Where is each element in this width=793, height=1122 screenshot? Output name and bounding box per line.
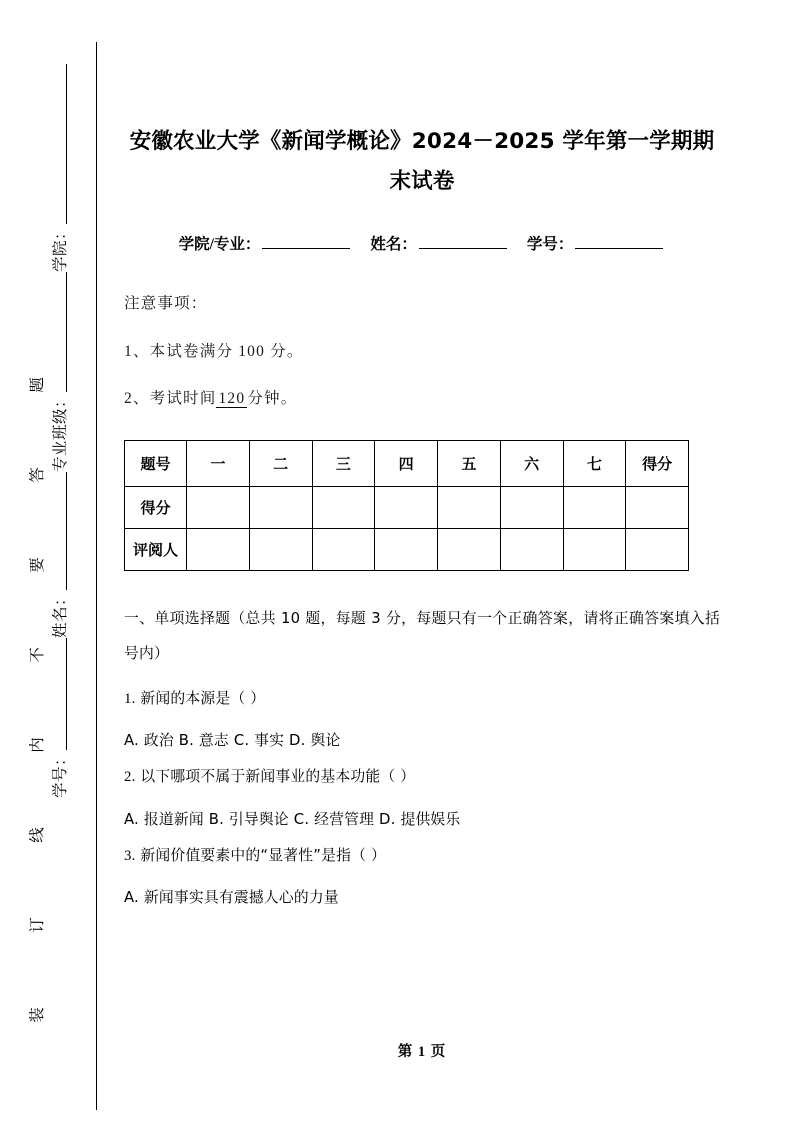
- student-id-input[interactable]: [575, 235, 663, 249]
- student-id-label: 学号：: [526, 236, 574, 253]
- score-table: [124, 440, 689, 571]
- binding-field-blank-id[interactable]: [52, 638, 67, 750]
- question-2-number: 2.: [124, 769, 136, 786]
- score-table-header-cell: 得分: [626, 440, 689, 486]
- reviewer-row-label: 评阅人: [125, 528, 187, 570]
- score-table-header-cell: 题号: [125, 440, 187, 486]
- score-table-header-cell: 四: [375, 440, 438, 486]
- dept-input[interactable]: [262, 235, 350, 249]
- table-row: [125, 486, 689, 528]
- name-input[interactable]: [419, 235, 507, 249]
- binding-field-blank-class[interactable]: [52, 272, 67, 392]
- binding-notice-char: 线: [29, 827, 46, 843]
- notes-heading: 注意事项：: [124, 295, 208, 312]
- score-cell[interactable]: [438, 486, 501, 528]
- reviewer-cell[interactable]: [187, 528, 250, 570]
- question-1-options: A. 政治 B. 意志 C. 事实 D. 舆论: [124, 732, 341, 750]
- exam-duration-value: 120: [218, 390, 246, 407]
- name-label: 姓名：: [370, 236, 417, 253]
- page-title: 安徽农业大学《新闻学概论》2024－2025 学年第一学期期末试卷: [129, 129, 715, 194]
- score-cell[interactable]: [375, 486, 438, 528]
- score-table-header-cell: 七: [563, 440, 626, 486]
- note-item-2-text: 考试时间: [149, 390, 217, 407]
- reviewer-cell[interactable]: [563, 528, 626, 570]
- question-2-stem: [124, 770, 720, 785]
- binding-field-label-class: 专业班级：: [52, 391, 69, 472]
- binding-field-blank-college[interactable]: [52, 64, 67, 224]
- binding-notice-char: 内: [29, 737, 46, 753]
- binding-field-label-name: 姓名：: [52, 589, 69, 638]
- question-1-number: 1.: [124, 690, 136, 707]
- reviewer-cell[interactable]: [438, 528, 501, 570]
- note-item-2-prefix: 2、: [124, 390, 150, 407]
- score-table-header-cell: 二: [249, 440, 312, 486]
- score-cell[interactable]: [249, 486, 312, 528]
- binding-student-fields: [39, 0, 79, 798]
- exam-content: [124, 0, 720, 1122]
- binding-field-blank-name[interactable]: [52, 472, 67, 590]
- note-item-2: [124, 391, 720, 407]
- score-table-header-cell: 六: [500, 440, 563, 486]
- score-table-header-cell: 三: [312, 440, 375, 486]
- reviewer-cell[interactable]: [626, 528, 689, 570]
- note-item-1-prefix: 1、: [124, 342, 150, 360]
- binding-notice-char: 题: [29, 377, 46, 393]
- score-table-header-cell: 五: [438, 440, 501, 486]
- score-cell[interactable]: [500, 486, 563, 528]
- question-3-text: 新闻价值要素中的“显著性”是指（ ）: [140, 846, 386, 864]
- reviewer-cell[interactable]: [312, 528, 375, 570]
- binding-notice-char: 要: [29, 557, 46, 573]
- score-cell[interactable]: [563, 486, 626, 528]
- page-footer: 第 1 页: [397, 1044, 447, 1060]
- student-info-line: [124, 232, 720, 254]
- section-heading-1: 一、单项选择题（总共 10 题，每题 3 分，每题只有一个正确答案，请将正确答案填入括号内）: [124, 609, 720, 662]
- score-cell[interactable]: [312, 486, 375, 528]
- binding-field-label-id: 学号：: [52, 749, 69, 798]
- question-1-text: 新闻的本源是（ ）: [140, 689, 266, 707]
- note-item-1-text: 本试卷满分 100 分。: [149, 342, 304, 360]
- table-row: [125, 440, 689, 486]
- question-2-text: 以下哪项不属于新闻事业的基本功能（ ）: [140, 768, 416, 786]
- question-3-options: A. 新闻事实具有震撼人心的力量: [124, 889, 339, 907]
- note-item-2-suffix: 分钟。: [247, 390, 298, 407]
- binding-margin: [0, 0, 98, 1122]
- binding-notice-char: 不: [29, 647, 46, 663]
- score-table-header-cell: 一: [187, 440, 250, 486]
- table-row: [125, 528, 689, 570]
- question-3-number: 3.: [124, 847, 136, 864]
- notes-block: [124, 296, 720, 407]
- question-3-stem: [124, 846, 720, 864]
- binding-notice-char: 订: [29, 917, 46, 933]
- question-2-options: A. 报道新闻 B. 引导舆论 C. 经营管理 D. 提供娱乐: [124, 810, 461, 828]
- score-cell[interactable]: [626, 486, 689, 528]
- score-cell[interactable]: [187, 486, 250, 528]
- question-1-stem: [124, 689, 720, 707]
- dept-label: 学院/专业：: [178, 236, 261, 253]
- note-item-1: [124, 344, 720, 360]
- binding-notice-char: 答: [29, 467, 46, 483]
- binding-field-label-college: 学院：: [52, 223, 69, 272]
- reviewer-cell[interactable]: [249, 528, 312, 570]
- binding-notice-char: 装: [29, 1007, 46, 1023]
- reviewer-cell[interactable]: [375, 528, 438, 570]
- reviewer-cell[interactable]: [500, 528, 563, 570]
- score-row-label: 得分: [125, 486, 187, 528]
